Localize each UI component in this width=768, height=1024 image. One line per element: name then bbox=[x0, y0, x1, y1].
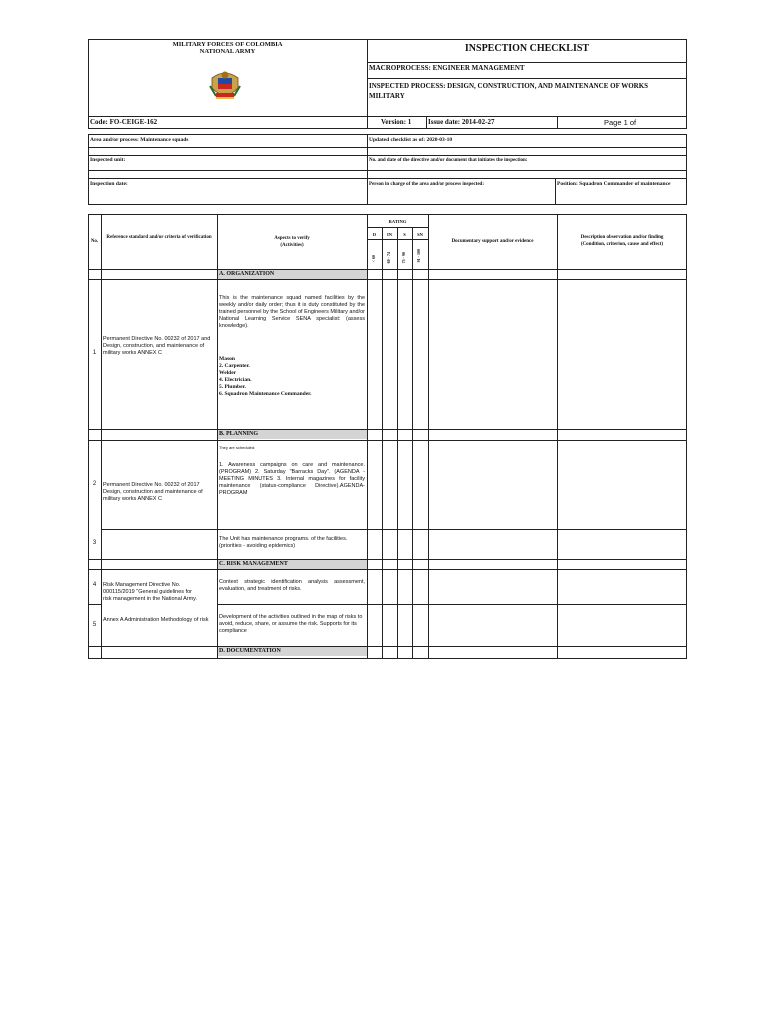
org-name: MILITARY FORCES OF COLOMBIA NATIONAL ARMY bbox=[172, 41, 283, 55]
column-reference: Reference standard and/or criteria of verification bbox=[106, 235, 212, 240]
row-1-aspects: This is the maintenance squad named facilities by the weekly and/or daily order; thus it is duty constituted by the trained personnel by the School of Engineers Military and/or National Learning Service SENA specialist: (assess knowledge). bbox=[219, 295, 365, 329]
row-2-number: 2 bbox=[92, 481, 97, 487]
rating-range-sn: 91 - 100 bbox=[416, 249, 421, 263]
row-2-scheduled-note: They are scheduled: bbox=[219, 445, 256, 450]
section-risk-management: C. RISK MANAGEMENT bbox=[218, 560, 367, 569]
rating-code-sn: SN bbox=[417, 232, 423, 237]
inspection-date: Inspection date: bbox=[90, 181, 128, 187]
row-4-number: 4 bbox=[92, 582, 97, 588]
row-1-number: 1 bbox=[92, 350, 97, 356]
row-1-reference: Permanent Directive No. 00232 of 2017 and Design, construction, and maintenance of military works ANNEX C bbox=[103, 336, 211, 356]
section-planning: B. PLANNING bbox=[218, 430, 367, 439]
row-5-reference: Annex A Administration Methodology of risk bbox=[103, 617, 209, 623]
issue-date: Issue date: 2014-02-27 bbox=[428, 118, 495, 126]
section-organization: A. ORGANIZATION bbox=[218, 270, 367, 279]
row-4-reference: Risk Management Directive No. 000115/2019 "General guidelines for risk management in the National Army. bbox=[103, 582, 198, 602]
row-2-aspects: 1. Awareness campaigns on care and maintenance. (PROGRAM) 2. Saturday "Barracks Day". (AGENDA - MEETING MINUTES 3. Internal magazines for facility maintenance (status-compliance Directive).AGENDA-PROGRAM bbox=[219, 462, 365, 496]
inspected-process: INSPECTED PROCESS: DESIGN, CONSTRUCTION, AND MAINTENANCE OF WORKS MILITARY bbox=[369, 82, 649, 100]
column-no: No. bbox=[90, 239, 99, 244]
section-documentation: D. DOCUMENTATION bbox=[218, 647, 367, 656]
page-number: Page 1 of bbox=[604, 118, 637, 127]
row-1-personnel-list: Mason 2. Carpenter. Welder 4. Electrician. 5. Plumber. 6. Squadron Maintenance Commander. bbox=[219, 356, 312, 397]
person-in-charge: Person in charge of the area and/or process inspected: bbox=[369, 182, 484, 187]
rating-range-s: 75 - 90 bbox=[401, 252, 406, 264]
version: Version: 1 bbox=[381, 118, 412, 126]
inspected-unit: Inspected unit: bbox=[90, 157, 126, 163]
row-2-reference: Permanent Directive No. 00232 of 2017 Design, construction and maintenance of military works ANNEX C bbox=[103, 482, 203, 502]
macroprocess: MACROPROCESS: ENGINEER MANAGEMENT bbox=[369, 64, 525, 72]
updated-checklist: Updated checklist as of: 2020-03-10 bbox=[369, 137, 453, 143]
rating-code-d: D bbox=[372, 232, 377, 237]
form-code: Code: FO-CEIGE-162 bbox=[90, 118, 158, 126]
army-emblem-logo bbox=[208, 66, 242, 104]
row-5-aspects: Development of the activities outlined in the map of risks to avoid, reduce, share, or assume the risk. Supports for its compliance bbox=[219, 614, 363, 634]
row-5-number: 5 bbox=[92, 622, 97, 628]
directive-reference: No. and date of the directive and/or document that initiates the inspection: bbox=[369, 158, 528, 163]
row-3-number: 3 bbox=[92, 540, 97, 546]
rating-code-s: S bbox=[403, 232, 406, 237]
position: Position: Squadron Commander of maintenance bbox=[557, 181, 671, 187]
area-process: Area and/or process: Maintenance squads bbox=[90, 137, 189, 143]
column-aspects: Aspects to verify (Activities) bbox=[274, 236, 310, 248]
document-title: INSPECTION CHECKLIST bbox=[464, 43, 590, 54]
column-description: Description observation and/or finding (Condition, criterion, cause and effect) bbox=[580, 235, 664, 247]
row-4-aspects: Context strategic identification analysis assessment, evaluation, and treatment of risks. bbox=[219, 579, 365, 592]
column-rating: RATING bbox=[388, 219, 407, 224]
rating-range-in: 60 - 74 bbox=[386, 252, 391, 264]
rating-code-in: IN bbox=[386, 232, 392, 237]
row-3-aspects: The Unit has maintenance programs. of the facilities. (priorities - avoiding epidemics) bbox=[219, 536, 348, 549]
rating-range-d: < 60 bbox=[371, 255, 376, 263]
column-documentary: Documentary support and/or evidence bbox=[451, 239, 534, 244]
